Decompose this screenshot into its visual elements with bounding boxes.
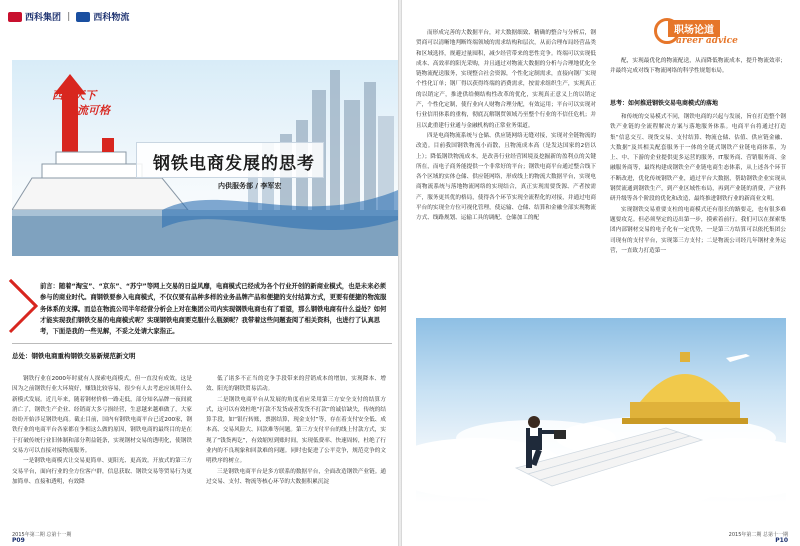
paragraph: 四是电商物流系统与仓储、供应链网络无缝对接，实现对全链物流的改造。目前我国钢铁物流小而散，且物流成本高（是发达国家的2倍以上）；降低钢铁物流成本，是改善行业经营困境及挖掘新的盈利点的关键所在，而电子商务能提供一个非常好的平台；钢铁电商平台通过整合线下各个区域的实体仓储、供应链网络，形成线上的物流大数据平台，实现电商物流系统与落地物流网络的实现结合，真正实现需要货源、产者按需产，服务更其优的格局，使得各个环节实现全流程化的对接，并通过电商平台的实现全方位可视化管理，使运输、仓储、结算和金融全部实现物流方式、线路规划、运输工具的调配、仓储加工的配: [416, 132, 596, 222]
slogan-line-2: 物流可格: [66, 104, 110, 117]
folio-left: 2015年第二期 总第十一期: [12, 532, 72, 538]
businessman-photo: [416, 318, 786, 503]
logistics-logo-icon: [76, 12, 90, 22]
paragraph: 实现钢铁交易重要支柱的电商模式还有很长的路要走，也有很多难题要攻克。但必须坚定的迈出第一步，摸索着前行。我们可以在探索集团内部钢材交易的电子化有一定优势，一是第三方结算可以依托集团公司现有的支付平台，实现第三方支付；二是物流公司经几年钢材业务运营，一直致力打造第一: [610, 206, 786, 254]
text-column-2: [206, 374, 386, 487]
logistics-logo-text: 西科物流: [93, 13, 130, 23]
paragraph: 和传统的交易模式不同，钢铁电商的兴起与发展，旨在打造整个钢铁产业链的全流程解决方案与落地服务体系。电商平台将通过打造集“信息交互、现货交易、支付结算、物流仓储、估值、供应链金融、大数据”及其相关配套服务于一体的全链式钢铁产业链电商体系，为上、中、下游的企业提供更多运营的服务，IT服务商、营销服务商、金融服务商等，最终构建成钢铁全产业链电商生态体系，从上述各个环节不断改进，优化传统钢铁产业，通过平台大数据，帮助钢铁企业实现从钢贸流通到钢铁生产，到产业区域性布局，再到产业链的消费，产业科研升级等各个阶段的优化和改造，最终推进钢铁行业的新商业文明。: [610, 114, 786, 203]
banner-slogan: [52, 88, 110, 118]
right-page: [402, 0, 800, 546]
section-subhead: 总处：钢铁电商重构钢铁交易新规范新文明: [12, 352, 136, 360]
text-column-1: [12, 374, 192, 487]
text-column-3: [416, 28, 596, 224]
page-number-right: P10: [775, 537, 788, 544]
page-number-left: P09: [12, 537, 25, 544]
paragraph: 低了诸多不正当的竞争手段带来的营销成本的增加，实现降本、增效、阳光的钢铁贸易活动。: [206, 376, 386, 393]
section-label: [654, 18, 778, 48]
left-page: [0, 0, 398, 546]
paragraph: 配，实现最优化的物流配送，从而降低物流成本，提升物流效率；并最终完成对线下物流网络的科学性规划布局。: [610, 58, 786, 75]
paragraph: 一是钢铁电商模式让交易更简单、更阳光、更高效。开放式的第三方交易平台，面向行业的全方位客户群，信息获取、钢铁交易等贸易行为更加简单、直接和透明，有效降: [12, 458, 192, 485]
text-column-4: [610, 56, 786, 77]
clouds-illustration: [416, 318, 786, 503]
slogan-line-1: 西承天下: [52, 89, 96, 102]
paragraph: 二是钢铁电商平台从发展的角度看应采用第三方安全支付的结算方式，这可以有效杜绝“打款不发货或者发货不打款”的诚信缺失，传统的结算手段，如“银行转账，票据结算，现金支付”等，存在着支付安全低、成本高、交易风险大、回款难等问题。第三方支付平台的线上付款方式，实现了“钱货两讫”，有效缩短到账时间，实现低费率、快速周转，杜绝了行业内的不良现象和回款难的问题。同时也促进了公平竞争，规范竞争的文明秩序的树立。: [206, 396, 386, 465]
group-logo-icon: [8, 12, 22, 22]
section-label-cn: 职场论道: [668, 20, 720, 37]
title-box: [136, 142, 324, 178]
paragraph: 钢铁行业在2000年时就有人探索电商模式，但一直没有成效。这是因为之前钢铁行业大环境好，赚钱比较容易，很少有人去考虑应该用什么新模式发展。近几年来，随着钢材价格一路走低，部分知名品牌一夜间就消亡了，钢铁生产企业、经销商大多亏损经营，生意越来越难做了，大家纷纷开始涉足钢铁电商。截止目前，国内有钢铁电商平台已近200家，钢铁行业的电商平台各家都在争相这么做的原因，钢铁电商的最终目的是在于打破传统行业旧体制和部分利益链条，实现钢材交易的透明化，使钢铁交易方可以直接对接物流服务。: [12, 376, 192, 455]
publisher-logos: 西科集团 | 西科物流: [8, 10, 129, 23]
paragraph: 而形成完善的大数据平台，对大数据细致、精确的整合与分析后，钢贸商可以清晰地判断终端领域的需求结构和层次，从而合理布局经营品类和区域选择，规避过量囤积，减少经营带来的恶性竞争。终端可以实现低成本、高效率的阳光采购，并且通过对物流大数据的分析与合理地优化全链物流配送服务，实现整合社会资源，个性化定制需求，直接向钢厂实现个性化订单；钢厂得以获得终端的消费需求，按需求组织生产，实现真正的以销定产，推进供给侧结构性改革的优化，实现真正意义上的以销定产，个性化定制，使行业向人财物合理分配，有效运用；平台可以实现对行业信用体系的重构，彻底瓦解钢贸领域乃至整个行业的不信任危机；并且以此重建行业通与金融机构的正常业务渠道。: [416, 30, 596, 129]
article-intro: 前言：随着“淘宝”、“京东”、“苏宁”等网上交易的日益风靡，电商模式已经成为各个行业开创的新商业模式，也是未来必须参与的商业时代。商钢铁要参入电商模式，不仅仅要有品种多样的业务品牌产品和便捷的支付结算方式，更要有便捷的物流服务体系的支撑。而总在物流公司半年经营分析会上对在集团公司内实现钢铁电商也有了看望，那么钢铁电商有什么益处？如何才能实现我们钢铁交易的电商模式呢？实现钢铁电商要克服什么瓶颈呢？我带着这些问题查阅了相关资料，也进行了认真思考，下面是我的一些见解，不妥之处请大家指正。: [40, 283, 387, 336]
article-banner: [12, 60, 398, 256]
article-author: 内供服务部 / 李军宏: [218, 182, 282, 190]
section-label-en: areer advice: [676, 36, 738, 46]
group-logo-text: 西科集团: [25, 13, 62, 23]
article-title: 钢铁电商发展的思考: [153, 154, 315, 174]
section-subhead-2: 思考：如何推进钢铁交易电商模式的落地: [610, 100, 719, 107]
section-divider: [12, 343, 392, 344]
folio-right: 2015年第二期 总第十一期: [728, 532, 788, 538]
text-column-5: [610, 112, 786, 256]
paragraph: 三是钢铁电商平台是多方联系的数据平台，全面改造钢铁产业链。通过交易、支付、物流等核心环节的大数据积累沉淀: [206, 468, 386, 485]
